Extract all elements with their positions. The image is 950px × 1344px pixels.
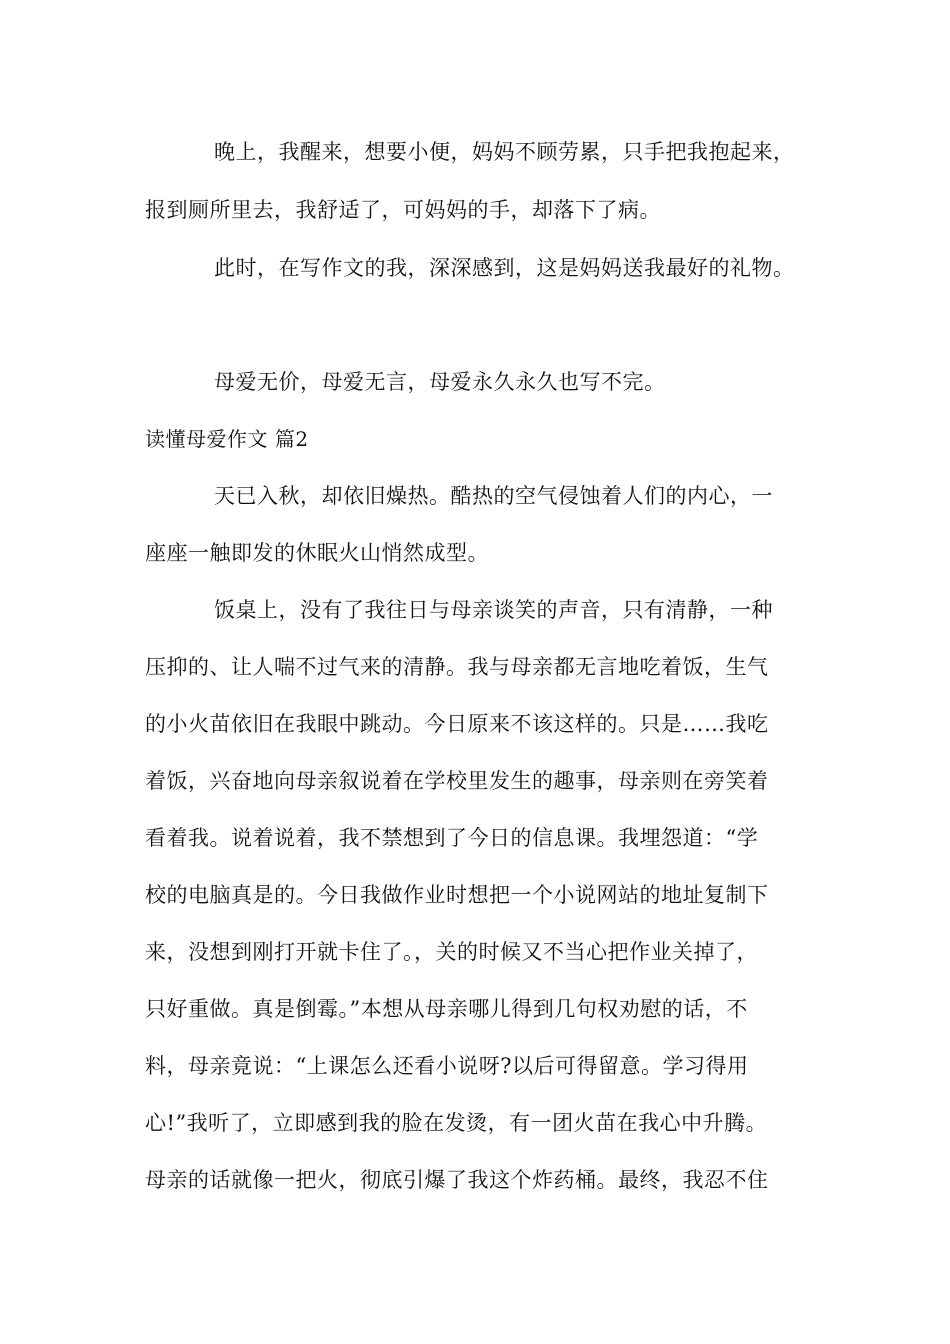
paragraph-line: 的小火苗依旧在我眼中跳动。今日原来不该这样的。只是……我吃 [145, 712, 769, 736]
paragraph-line: 座座一触即发的休眠火山悄然成型。 [145, 541, 489, 565]
paragraph-line: 着饭，兴奋地向母亲叙说着在学校里发生的趣事，母亲则在旁笑着 [145, 769, 769, 793]
paragraph-line: 料，母亲竟说：“上课怎么还看小说呀?以后可得留意。学习得用 [145, 1054, 749, 1078]
paragraph-line: 报到厕所里去，我舒适了，可妈妈的手，却落下了病。 [145, 198, 661, 222]
paragraph-line: 来，没想到刚打开就卡住了。，关的时候又不当心把作业关掉了， [145, 940, 758, 964]
paragraph-line: 母爱无价，母爱无言，母爱永久永久也写不完。 [214, 370, 666, 394]
section-heading: 读懂母爱作文 篇2 [145, 427, 309, 451]
paragraph-line: 天已入秋，却依旧燥热。酷热的空气侵蚀着人们的内心，一 [214, 484, 773, 508]
paragraph-line: 心!”我听了，立即感到我的脸在发烫，有一团火苗在我心中升腾。 [145, 1111, 768, 1135]
paragraph-line: 校的电脑真是的。今日我做作业时想把一个小说网站的地址复制下 [145, 883, 769, 907]
paragraph-line: 饭桌上，没有了我往日与母亲谈笑的声音，只有清静，一种 [214, 598, 773, 622]
paragraph-line: 母亲的话就像一把火，彻底引爆了我这个炸药桶。最终，我忍不住 [145, 1168, 769, 1192]
paragraph-line: 晚上，我醒来，想要小便，妈妈不顾劳累，只手把我抱起来， [214, 140, 795, 164]
paragraph-line: 压抑的、让人喘不过气来的清静。我与母亲都无言地吃着饭，生气 [145, 655, 769, 679]
paragraph-line: 只好重做。真是倒霉。”本想从母亲哪儿得到几句权劝慰的话，不 [145, 997, 748, 1021]
paragraph-line: 此时，在写作文的我，深深感到，这是妈妈送我最好的礼物。 [214, 256, 795, 280]
paragraph-line: 看着我。说着说着，我不禁想到了今日的信息课。我埋怨道：“学 [145, 826, 759, 850]
